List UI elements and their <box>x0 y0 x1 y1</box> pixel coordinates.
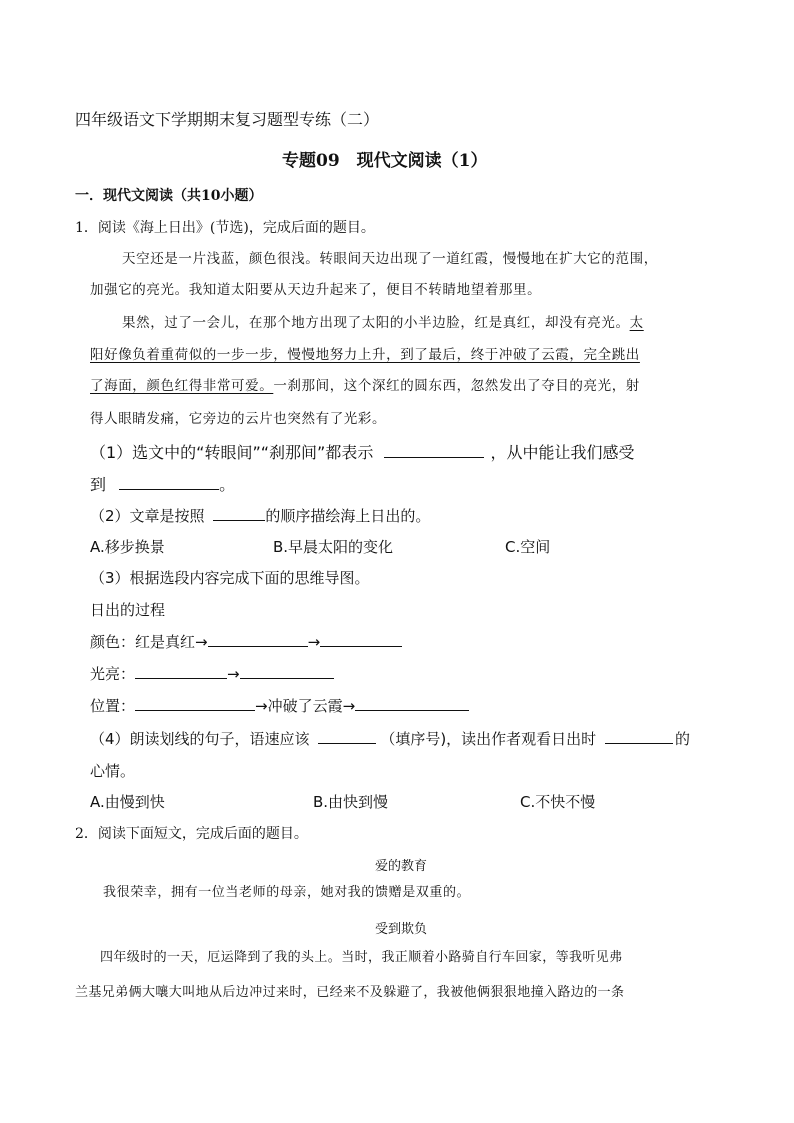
q1-sub2-option-b[interactable]: B.早晨太阳的变化 <box>273 538 394 556</box>
q1-sub4-option-a[interactable]: A.由慢到快 <box>90 793 165 811</box>
q2-passage-title: 爱的教育 <box>375 859 428 874</box>
q2-paragraph-line1: 四年级时的一天，厄运降到了我的头上。当时，我正顺着小路骑自行车回家，等我听见弗 <box>100 950 623 965</box>
mindmap-color-row <box>90 631 402 652</box>
q1-sub4-cont: 心情。 <box>90 762 136 780</box>
mindmap-position-label: 位置： <box>90 697 136 715</box>
q1-sub1-text-a: （1）选文中的“转眼间”“刹那间”都表示 <box>90 443 374 462</box>
mindmap-light-row <box>90 663 334 684</box>
q1-sub2 <box>90 505 430 526</box>
q1-passage-underlined-end: 了海面，颜色红得非常可爱。 <box>90 378 274 394</box>
q1-sub4-option-b[interactable]: B.由快到慢 <box>313 793 389 811</box>
mindmap-color-blank-2[interactable] <box>320 632 402 647</box>
mindmap-color-label: 颜色：红是真红 <box>90 633 196 651</box>
q1-sub1-text-c: 到 <box>90 475 107 494</box>
q2-paragraph-line2: 兰基兄弟俩大嚷大叫地从后边冲过来时，已经来不及躲避了，我被他俩狠狠地撞入路边的一条 <box>75 985 625 1000</box>
arrow-icon: → <box>342 697 356 715</box>
q2-subtitle: 受到欺负 <box>375 922 428 937</box>
mindmap-position-row <box>90 695 469 716</box>
q1-sub1-cont <box>90 472 235 495</box>
q1-sub1-text-b: ，从中能让我们感受 <box>490 443 635 462</box>
mindmap-light-label: 光亮： <box>90 665 136 683</box>
q1-sub3: （3）根据选段内容完成下面的思维导图。 <box>90 569 370 587</box>
q1-sub1-blank-2[interactable] <box>119 475 219 490</box>
q1-sub4-text-c: 的 <box>674 730 690 748</box>
mindmap-light-blank-2[interactable] <box>240 664 334 679</box>
q1-sub4-blank-1[interactable] <box>318 729 376 744</box>
arrow-icon: → <box>195 633 208 651</box>
q1-sub2-option-a[interactable]: A.移步换景 <box>90 538 165 556</box>
q1-sub2-option-c[interactable]: C.空间 <box>505 538 551 556</box>
q1-sub2-blank[interactable] <box>213 506 265 521</box>
q1-sub2-text-a: （2）文章是按照 <box>90 507 205 525</box>
q1-passage-p2-line3-plain: 一刹那间，这个深红的圆东西，忽然发出了夺目的亮光，射 <box>273 378 640 394</box>
q1-sub4-text-a: （4）朗读划线的句子，语速应该 <box>90 730 310 748</box>
q1-sub4-blank-2[interactable] <box>605 729 673 744</box>
mindmap-position-blank-1[interactable] <box>135 696 255 711</box>
mindmap-title: 日出的过程 <box>90 601 166 619</box>
q2-intro: 我很荣幸，拥有一位当老师的母亲，她对我的馈赠是双重的。 <box>103 885 471 900</box>
series-title: 四年级语文下学期期末复习题型专练（二） <box>75 110 380 129</box>
q1-sub1-blank-1[interactable] <box>384 443 484 458</box>
q2-stem: 2．阅读下面短文，完成后面的题目。 <box>75 826 308 842</box>
arrow-icon: → <box>227 665 240 683</box>
mindmap-color-blank-1[interactable] <box>208 632 308 647</box>
q1-sub1-text-d: 。 <box>219 475 236 494</box>
q1-sub2-text-b: 的顺序描绘海上日出的。 <box>265 507 431 525</box>
q1-passage-underlined-line2: 阳好像负着重荷似的一步一步，慢慢地努力上升，到了最后，终于冲破了云霞，完全跳出 <box>90 347 640 363</box>
q1-sub1 <box>90 440 634 463</box>
q1-sub4 <box>90 728 690 749</box>
q1-sub4-text-b: （填序号)，读出作者观看日出时 <box>380 730 597 748</box>
q1-passage-underlined-start: 太 <box>629 315 644 331</box>
q1-passage-p1-line2: 加强它的亮光。我知道太阳要从天边升起来了，便目不转睛地望着那里。 <box>90 282 542 298</box>
arrow-icon: → <box>307 633 321 651</box>
q1-passage-p1-line1: 天空还是一片浅蓝，颜色很浅。转眼间天边出现了一道红霞，慢慢地在扩大它的范围， <box>122 251 658 267</box>
mindmap-light-blank-1[interactable] <box>135 664 227 679</box>
q1-sub4-option-c[interactable]: C.不快不慢 <box>520 793 596 811</box>
page-title: 专题09 现代文阅读（1） <box>282 151 488 171</box>
q1-passage-p2-line4: 得人眼睛发痛，它旁边的云片也突然有了光彩。 <box>90 411 387 427</box>
mindmap-position-mid: 冲破了云霞 <box>267 697 343 715</box>
arrow-icon: → <box>255 697 268 715</box>
section-heading: 一．现代文阅读（共10小题） <box>75 188 263 204</box>
q1-passage-p2-line1-plain: 果然，过了一会儿，在那个地方出现了太阳的小半边脸，红是真红，却没有亮光。 <box>122 315 630 331</box>
q1-passage-p2-line1 <box>122 308 644 339</box>
q1-passage-p2-line3 <box>90 371 640 402</box>
mindmap-position-blank-2[interactable] <box>355 696 469 711</box>
q1-stem: 1．阅读《海上日出》(节选)，完成后面的题目。 <box>75 220 375 236</box>
